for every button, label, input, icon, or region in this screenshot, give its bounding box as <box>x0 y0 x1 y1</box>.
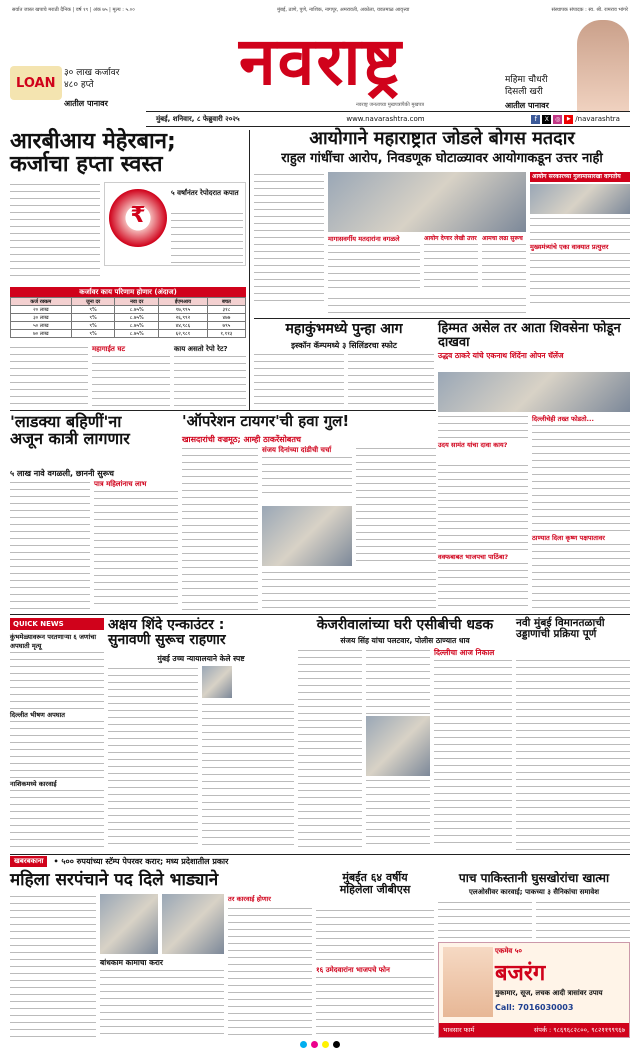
facebook-icon[interactable]: f <box>531 115 540 124</box>
ad-right-line3: आतील पानावर <box>505 101 549 110</box>
top-story-side-box: मुख्यमंत्र्यांचे एका वाक्यात प्रत्युत्तर <box>530 243 609 251</box>
table-cell: ७९५ <box>207 322 245 330</box>
lead-sub1: महागाईत घट <box>92 345 125 353</box>
table-row <box>11 330 246 338</box>
top-story-side-text <box>530 216 630 240</box>
lead-sub1-block <box>92 345 170 407</box>
bajrang-brand: बजरंग <box>495 960 546 986</box>
lead-body-col1 <box>10 182 100 282</box>
kejriwal-box-title: दिल्लीचा आज निकाल <box>434 648 495 657</box>
emi-th: ईएमआय <box>159 298 208 306</box>
table-cell: ५० लाख <box>11 322 72 330</box>
loan-logo: LOAN <box>16 76 56 91</box>
shinde-side2: ठाण्यात दिला कृष्ण पक्षपातावर <box>532 534 605 542</box>
top-story-side-title: आयोग सरकारच्या गुलामासारखा वागतोय <box>530 172 630 182</box>
ad-right-line1: महिमा चौधरी <box>505 75 548 85</box>
top-story-box3-text <box>482 242 526 292</box>
shinde-sidebar <box>532 414 630 610</box>
lead-body-col2 <box>10 345 88 407</box>
quick-news-text <box>10 650 104 710</box>
table-cell: ८.७५% <box>115 306 159 314</box>
bajrang-footer <box>439 1023 629 1037</box>
registration-marks <box>10 1041 630 1049</box>
right-teaser-ad[interactable] <box>505 20 630 112</box>
shinde-wakf: वक्फबाबत भाजपचा पाठिंबा? <box>438 553 509 561</box>
pak-title[interactable]: पाच पाकिस्तानी घुसखोरांचा खात्मा <box>458 871 610 885</box>
lead-sub2-block <box>174 345 246 407</box>
shinde-headline[interactable] <box>438 322 630 370</box>
akshay-title-line2: सुनावणी सुरूच राहणार <box>108 631 226 648</box>
left-teaser-ad[interactable] <box>10 24 135 112</box>
actress-photo <box>577 20 629 112</box>
sarpanch-box <box>100 958 224 1038</box>
x-icon[interactable]: X <box>542 115 551 124</box>
gbs-box <box>316 966 434 1038</box>
shinde-ask-box <box>438 440 528 460</box>
ad-left-line2: ४८० हप्ते <box>64 80 94 90</box>
rupee-graphic <box>109 189 167 247</box>
gbs-box-title: १६ उमेदवारांना भाजपचे फोन <box>316 966 390 974</box>
top-story-box2-title: आयोग देणार लेखी उत्तर <box>424 235 477 242</box>
kejriwal-body-col3 <box>366 778 430 850</box>
social-handle[interactable]: /navarashtra <box>575 115 620 123</box>
shinde-side2-text <box>532 542 630 608</box>
shinde-title: हिम्मत असेल तर आता शिवसेना फोडून दाखवा <box>438 321 621 350</box>
kejriwal-subtitle[interactable]: संजय सिंह यांचा पलटवार, पोलीस ठाण्यात धाव <box>340 636 470 645</box>
dateline-site[interactable]: www.navarashtra.com <box>346 115 425 123</box>
dateline-date: मुंबई, शनिवार, ८ फेब्रुवारी २०२५ <box>156 114 240 123</box>
lead-infobox-title: ५ वर्षांनंतर रेपोदरात कपात <box>171 189 239 197</box>
gbs-title-line1: मुंबईत ६४ वर्षीय <box>342 871 408 884</box>
ladki-body-col1 <box>10 480 90 610</box>
pak-subtitle[interactable]: एलओसीवर कारवाई; पाकच्या ३ सैनिकांचा समावेश <box>469 888 599 896</box>
dateline-bar <box>146 111 630 127</box>
magenta-mark <box>311 1041 318 1048</box>
shinde-subtitle: उद्धव ठाकरे यांचे एकनाथ शिंदेंना ओपन चॅलेंज <box>438 351 564 361</box>
yellow-mark <box>322 1041 329 1048</box>
tiger-body-2 <box>262 570 436 610</box>
tiger-body-3 <box>356 446 436 566</box>
top-story-title[interactable]: आयोगाने महाराष्ट्रात जोडले बोगस मतदार <box>309 128 575 149</box>
youtube-icon[interactable]: ▶ <box>564 115 573 124</box>
table-cell: ९% <box>71 330 115 338</box>
kejriwal-title[interactable]: केजरीवालांच्या घरी एसीबीची धडक <box>316 617 494 633</box>
rupee-icon: ₹ <box>130 203 146 228</box>
sarpanch-tail: तर कारवाई होणार <box>228 895 271 903</box>
kejriwal-photo <box>366 716 430 776</box>
lead-infobox <box>104 182 246 266</box>
bajrang-ad[interactable] <box>438 942 630 1038</box>
tiger-title[interactable]: 'ऑपरेशन टायगर'ची हवा गुल! <box>182 412 350 430</box>
bajrang-phone[interactable]: Call: 7016030003 <box>495 1003 574 1012</box>
khabarbat-strip <box>10 854 630 868</box>
knee-pain-graphic <box>443 947 493 1017</box>
quick-news-text <box>10 788 104 848</box>
table-cell: १,११३ <box>207 330 245 338</box>
fire-title[interactable]: महाकुंभमध्ये पुन्हा आग <box>285 321 403 337</box>
table-cell: ४७७ <box>207 314 245 322</box>
airport-title-line2: उड्डाणाची प्रक्रिया पूर्ण <box>516 628 597 641</box>
gbs-headline[interactable] <box>316 872 434 904</box>
akshay-title-line1: अक्षय शिंदे एन्काउंटर : <box>108 617 225 633</box>
sanjay-photo <box>262 506 352 566</box>
top-strip-cities: मुंबई, ठाणे, पुणे, नाशिक, नागपूर, अमरावती, अकोला, यवतमाळ आवृत्त्या <box>277 7 410 13</box>
press-conference-photo <box>328 172 526 232</box>
table-cell: ८.७५% <box>115 314 159 322</box>
thackeray-photo <box>438 372 630 412</box>
fire-body-col2 <box>348 352 434 407</box>
quick-news-list <box>10 632 104 850</box>
ladki-box-text <box>94 489 178 607</box>
top-story-box3 <box>482 234 526 294</box>
instagram-icon[interactable]: ◎ <box>555 115 561 123</box>
quick-news-label: QUICK NEWS <box>10 618 104 630</box>
section-divider <box>10 614 630 615</box>
ad-left-line3: आतील पानावर <box>64 99 108 108</box>
kejriwal-body-col2 <box>366 648 430 714</box>
cyan-mark <box>300 1041 307 1048</box>
lead-sub1-text <box>92 354 170 406</box>
ladki-title-line2: अजून कात्री लागणार <box>10 428 130 448</box>
akshay-body-col2 <box>202 702 294 850</box>
bajrang-contact[interactable]: संपर्क : ९८६९६८२८००, ९८२११९९९६७ <box>533 1026 625 1034</box>
masthead-title: नवराष्ट्र <box>239 23 403 100</box>
table-cell: ६२,९८१ <box>159 330 208 338</box>
sarpanch-box-text <box>100 968 224 1036</box>
emi-table <box>10 287 246 339</box>
ladki-title-line1: 'लाडक्या बहिणीं'ना <box>10 412 122 431</box>
quick-news-item[interactable]: कुंभमेळ्यावरून परतणाऱ्या ६ जणांचा अपघाती मृत्यू <box>10 633 97 650</box>
bajrang-prefix: एकमेव ५० <box>495 947 523 955</box>
table-cell: ८.७५% <box>115 330 159 338</box>
shinde-side1: दिल्लीचेही तख्त फोडतो... <box>532 415 594 423</box>
khabarbat-label: खबरबकाना <box>10 856 47 867</box>
fadnavis-photo <box>530 184 630 214</box>
akshay-body-col1 <box>108 666 198 850</box>
table-cell: ३१८ <box>207 306 245 314</box>
lead-sub2: काय असतो रेपो रेट? <box>174 345 228 353</box>
sarpanch-box-title: बांधकाम कामाचा करार <box>100 958 163 967</box>
emi-table-grid <box>10 297 246 338</box>
airport-body <box>516 658 630 850</box>
sarpanch-photo <box>100 894 158 954</box>
shinde-side1-text <box>532 423 630 533</box>
tiger-body <box>182 446 258 611</box>
tiger-box <box>262 446 352 502</box>
top-story-box1-title: मागासवर्गीय मतदारांना वगळले <box>328 235 400 243</box>
pak-body-col2 <box>536 900 630 940</box>
table-row <box>11 306 246 314</box>
top-story-box2 <box>424 234 478 294</box>
section-divider <box>254 318 630 319</box>
table-cell: ९% <box>71 306 115 314</box>
section-divider <box>10 410 436 411</box>
ladki-subtitle: ५ लाख नावे वगळली, छाननी सुरूच <box>10 469 114 478</box>
sarpanch-body-col1 <box>10 894 96 1038</box>
table-cell: ८.७५% <box>115 322 159 330</box>
top-strip-left: सर्वात जास्त खपाचे मराठी दैनिक | वर्ष १९ | अंक ७५ | मूल्य : ५.०० <box>12 7 135 13</box>
loan-house-icon <box>10 66 62 100</box>
table-cell: २६,९९२ <box>159 314 208 322</box>
airport-headline[interactable] <box>516 618 630 654</box>
sarpanch-title[interactable]: महिला सरपंचाने पद दिले भाड्याने <box>10 870 219 890</box>
document-photo <box>162 894 224 954</box>
airport-title-line1: नवी मुंबई विमानतळाची <box>516 617 605 629</box>
ladki-headline[interactable] <box>10 414 178 466</box>
top-story-box2-text <box>424 242 478 292</box>
gbs-title-line2: महिलेला जीबीएस <box>339 882 411 896</box>
top-strip <box>12 5 628 15</box>
quick-news-text <box>10 719 104 779</box>
gbs-box-text <box>316 975 434 1035</box>
akshay-subtitle: मुंबई उच्च न्यायालयाने केले स्पष्ट <box>157 654 245 663</box>
masthead-tagline: नवराष्ट्र जनताच्या मुखपत्रांपैकी मुखपत्र <box>355 102 425 108</box>
table-cell: १७,९९५ <box>159 306 208 314</box>
table-row <box>11 322 246 330</box>
table-row <box>11 314 246 322</box>
shinde-wakf-box <box>438 552 528 562</box>
table-cell: ७० लाख <box>11 330 72 338</box>
lead-sub2-text <box>174 354 246 406</box>
top-strip-right: संस्थापक संपादक : स्व. श्री. रामराव भांगरे <box>551 7 628 13</box>
lead-headline[interactable] <box>10 130 246 176</box>
khabarbat-ticker[interactable]: • ५०० रुपयांच्या स्टॅम्प पेपरवर करार; मध्य प्रदेशातील प्रकार <box>53 857 229 866</box>
ad-right-line2: दिसली खरी <box>505 87 543 97</box>
akshay-photo <box>202 666 232 698</box>
lead-infobox-text <box>171 211 243 263</box>
top-story-box3-title: आमचा लढा सुरूच <box>482 235 523 242</box>
kejriwal-box-text <box>434 658 512 848</box>
tiger-subtitle[interactable]: खासदारांची वज्रमूठ; आम्ही ठाकरेंसोबतच <box>182 435 301 444</box>
tiger-box-text <box>262 455 352 499</box>
top-story-caption <box>328 296 526 316</box>
bajrang-left: भावसार फार्म <box>443 1026 475 1034</box>
bajrang-side: मुकामार, सूज, लचक आदी त्रासांवर उपाय <box>495 989 603 997</box>
shinde-ask: उदय सामंत यांचा दावा काय? <box>438 441 508 449</box>
top-story-box1 <box>328 234 420 294</box>
tiger-box-title: संजय दिनांच्या दांडीची चर्चा <box>262 446 332 454</box>
emi-th: कर्ज रक्कम <box>11 298 72 306</box>
lead-title-line2: कर्जाचा हप्ता स्वस्त <box>10 152 163 178</box>
top-story-box1-text <box>328 243 420 293</box>
ladki-box-title: पात्र महिलांनाच लाभ <box>94 480 147 488</box>
top-story-side-box-text <box>530 251 630 303</box>
top-story-subtitle[interactable]: राहुल गांधींचा आरोप, निवडणूक घोटाळ्यावर आयोगाकडून उत्तर नाही <box>281 151 603 166</box>
kejriwal-box <box>434 648 512 850</box>
table-cell: ३० लाख <box>11 314 72 322</box>
emi-table-title: कर्जावर काय परिणाम होणार (अंदाज) <box>10 287 246 297</box>
top-story-sidebar <box>530 172 630 312</box>
sarpanch-body-col2 <box>228 906 312 1038</box>
column-divider <box>249 130 250 410</box>
emi-th: बचत <box>207 298 245 306</box>
lead-title-line1: आरबीआय मेहेरबान; <box>10 129 176 154</box>
pak-body-col1 <box>438 900 532 940</box>
quick-news-item[interactable]: दिल्लीत भीषण अपघात <box>10 711 65 719</box>
quick-news-item[interactable]: नाशिकमध्ये कारवाई <box>10 780 57 788</box>
emi-th: जुना दर <box>71 298 115 306</box>
ladki-box <box>94 480 178 610</box>
social-links <box>531 115 620 124</box>
table-cell: ९% <box>71 322 115 330</box>
ad-left-line1: ३० लाख कर्जावर <box>64 68 120 78</box>
table-cell: २० लाख <box>11 306 72 314</box>
top-story-body <box>254 172 324 302</box>
table-cell: ४४,९८६ <box>159 322 208 330</box>
gbs-body <box>316 908 434 964</box>
emi-th: नवा दर <box>115 298 159 306</box>
fire-subtitle[interactable]: इस्कॉन कॅम्पमध्ये ३ सिलिंडरचा स्फोट <box>291 341 397 350</box>
black-mark <box>333 1041 340 1048</box>
fire-body-col1 <box>254 352 344 407</box>
table-cell: ९% <box>71 314 115 322</box>
kejriwal-body-col1 <box>298 648 362 850</box>
